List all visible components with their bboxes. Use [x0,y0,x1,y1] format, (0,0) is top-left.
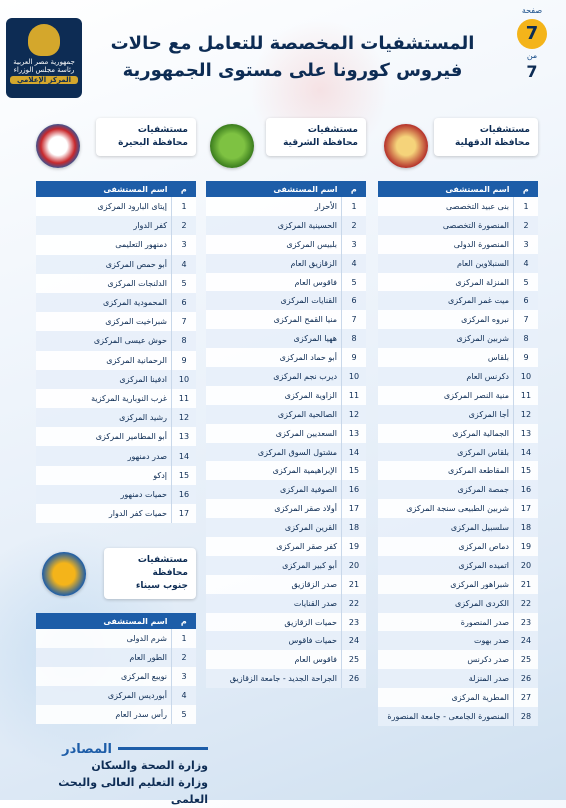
row-number: 23 [342,613,367,632]
row-number: 22 [342,594,367,613]
row-number: 8 [172,331,197,350]
table-row [206,348,366,367]
hospital-name: بنى عبيد التخصصى [378,197,514,216]
table-row [206,197,366,216]
row-number: 11 [172,389,197,408]
dakahlia-title-2: محافظة الدقهلية [455,138,530,148]
hospital-name: الزقازيق العام [206,254,342,273]
hospital-name: جمصة المركزى [378,480,514,499]
row-number: 2 [172,648,197,667]
hospital-name: نبروه المركزى [378,310,514,329]
row-number: 3 [514,235,539,254]
south-sinai-hospitals-table [36,613,196,724]
beheira-hospitals-table [36,181,196,523]
table-row [378,329,538,348]
sharkia-horse-emblem-icon [210,124,254,168]
sharkia-title-2: محافظة الشرقية [283,138,358,148]
table-row [206,329,366,348]
hospital-name: أبو حمص المركزى [36,255,172,274]
row-number: 6 [172,293,197,312]
hospital-name: دمنهور التعليمى [36,235,172,254]
hospital-name: أجا المركزى [378,405,514,424]
sources-section [18,738,208,808]
table-row [206,216,366,235]
table-row [36,235,196,254]
dakahlia-emblem-icon [384,124,428,168]
table-row [378,707,538,726]
current-page: 7 [517,19,547,49]
hospital-name: فاقوس العام [206,273,342,292]
hospital-name: اتميده المركزى [378,556,514,575]
hospital-name: ميت غمر المركزى [378,291,514,310]
logo-line-2: رئاسة مجلس الوزراء [13,66,75,74]
row-number: 10 [342,367,367,386]
row-number: 13 [514,424,539,443]
row-number: 26 [514,669,539,688]
row-number: 20 [342,556,367,575]
row-number: 17 [514,499,539,518]
table-row [36,351,196,370]
table-row [206,631,366,650]
table-row [378,405,538,424]
hospital-name: المنصورة الدولى [378,235,514,254]
table-row [206,613,366,632]
hospital-name: دماص المركزى [378,537,514,556]
table-row [36,485,196,504]
table-row [36,255,196,274]
sharkia-hospitals-table [206,181,366,688]
hospital-name: أبو المطامير المركزى [36,427,172,446]
hospital-name: شربين المركزى [378,329,514,348]
dakahlia-card [378,112,538,170]
hospital-name: صدر القنايات [206,594,342,613]
sources-divider [118,747,208,750]
hospital-name: بلقاس المركزى [378,443,514,462]
beheira-emblem-icon [36,124,80,168]
page-title [95,30,490,84]
table-row [36,667,196,686]
hospital-name: دكرنس العام [378,367,514,386]
table-row [36,331,196,350]
row-number: 26 [342,669,367,688]
hospital-name: ديرب نجم المركزى [206,367,342,386]
row-number: 5 [342,273,367,292]
title-line-1: المستشفيات المخصصة للتعامل مع حالات [110,33,475,54]
num-header: م [172,181,197,197]
table-row [36,629,196,648]
row-number: 1 [172,197,197,216]
sharkia-title-1: مستشفيات [307,125,358,135]
table-row [378,613,538,632]
row-number: 9 [514,348,539,367]
table-row [206,461,366,480]
table-row [206,499,366,518]
name-header: اسم المستشفى [36,613,172,629]
hospital-name: الطور العام [36,648,172,667]
title-line-2: فيروس كورونا على مستوى الجمهورية [122,60,463,81]
table-row [206,254,366,273]
table-row [206,424,366,443]
row-number: 9 [342,348,367,367]
hospital-name: أبو كبير المركزى [206,556,342,575]
table-row [378,537,538,556]
south-sinai-card [36,548,196,606]
table-row [378,688,538,707]
table-row [378,594,538,613]
hospital-name: حوش عيسى المركزى [36,331,172,350]
row-number: 6 [342,291,367,310]
hospital-name: حميات كفر الدوار [36,504,172,523]
table-row [206,367,366,386]
hospital-name: المحمودية المركزى [36,293,172,312]
table-row [378,443,538,462]
table-row [36,705,196,724]
hospital-name: صدر بهوت [378,631,514,650]
row-number: 12 [342,405,367,424]
table-row [378,631,538,650]
row-number: 19 [514,537,539,556]
hospital-name: الإبراهيمية المركزى [206,461,342,480]
table-row [378,575,538,594]
row-number: 7 [342,310,367,329]
table-row [378,461,538,480]
table-row [36,293,196,312]
hospital-name: شبراهور المركزى [378,575,514,594]
table-row [378,310,538,329]
row-number: 13 [172,427,197,446]
table-row [378,254,538,273]
table-row [36,648,196,667]
table-row [206,650,366,669]
hospital-name: ههيا المركزى [206,329,342,348]
hospital-name: رشيد المركزى [36,408,172,427]
row-number: 9 [172,351,197,370]
hospital-name: صدر الزقازيق [206,575,342,594]
hospital-name: منية النصر المركزى [378,386,514,405]
table-row [378,650,538,669]
table-row [206,594,366,613]
table-row [206,480,366,499]
hospital-name: شبراخيت المركزى [36,312,172,331]
row-number: 3 [342,235,367,254]
table-row [378,235,538,254]
south-sinai-title-2: جنوب سيناء [135,581,188,591]
table-row [378,367,538,386]
page-of-label: من [526,51,538,60]
row-number: 2 [514,216,539,235]
row-number: 28 [514,707,539,726]
row-number: 12 [514,405,539,424]
row-number: 16 [514,480,539,499]
table-row [206,386,366,405]
row-number: 15 [514,461,539,480]
hospital-name: الرحمانية المركزى [36,351,172,370]
hospital-name: أبورديس المركزى [36,686,172,705]
row-number: 2 [172,216,197,235]
row-number: 24 [342,631,367,650]
hospital-name: الجراحة الجديد - جامعة الزقازيق [206,669,342,688]
hospital-name: غرب النوبارية المركزية [36,389,172,408]
table-row [36,427,196,446]
table-row [36,389,196,408]
table-row [378,424,538,443]
hospital-name: حميات الزقازيق [206,613,342,632]
dakahlia-hospitals-table [378,181,538,726]
hospital-name: الصالحية المركزى [206,405,342,424]
row-number: 25 [342,650,367,669]
south-sinai-title-1: مستشفيات محافظة [137,555,188,578]
hospital-name: أبو حماد المركزى [206,348,342,367]
table-row [206,291,366,310]
table-row [206,556,366,575]
hospital-name: صدر دمنهور [36,446,172,465]
hospital-name: الحسينية المركزى [206,216,342,235]
table-row [206,669,366,688]
row-number: 23 [514,613,539,632]
hospital-name: الكردى المركزى [378,594,514,613]
table-row [206,518,366,537]
hospital-name: الجمالية المركزى [378,424,514,443]
table-row [36,216,196,235]
row-number: 4 [342,254,367,273]
row-number: 12 [172,408,197,427]
beheira-card [36,112,196,170]
table-row [378,197,538,216]
total-pages: 7 [526,62,538,81]
table-row [378,291,538,310]
row-number: 1 [342,197,367,216]
hospital-name: مشتول السوق المركزى [206,443,342,462]
table-row [36,446,196,465]
table-row [378,273,538,292]
table-row [378,348,538,367]
hospital-name: الأحرار [206,197,342,216]
table-row [206,235,366,254]
row-number: 7 [172,312,197,331]
logo-line-1: جمهورية مصر العربية [13,58,75,66]
table-row [36,370,196,389]
beheira-title-2: محافظة البحيرة [118,138,188,148]
table-row [378,386,538,405]
table-row [378,518,538,537]
hospital-name: منيا القمح المركزى [206,310,342,329]
source-ministry-health: وزارة الصحة والسكان [91,759,208,772]
row-number: 21 [514,575,539,594]
row-number: 27 [514,688,539,707]
hospital-name: صدر المنصورة [378,613,514,632]
hospital-name: ادفينا المركزى [36,370,172,389]
row-number: 7 [514,310,539,329]
table-row [206,405,366,424]
hospital-name: أولاد صقر المركزى [206,499,342,518]
hospital-name: حميات فاقوس [206,631,342,650]
table-row [378,499,538,518]
logo-line-3: المركز الإعلامي [10,76,78,84]
row-number: 3 [172,667,197,686]
row-number: 24 [514,631,539,650]
row-number: 17 [342,499,367,518]
cabinet-media-center-logo [6,18,82,98]
table-row [36,408,196,427]
row-number: 15 [342,461,367,480]
row-number: 4 [172,255,197,274]
row-number: 13 [342,424,367,443]
table-row [36,466,196,485]
row-number: 8 [514,329,539,348]
hospital-name: المنصورة الجامعى - جامعة المنصورة [378,707,514,726]
hospital-name: كفر الدوار [36,216,172,235]
table-row [36,686,196,705]
row-number: 8 [342,329,367,348]
row-number: 18 [514,518,539,537]
hospital-name: فاقوس العام [206,650,342,669]
page-number-badge [508,6,556,104]
table-row [378,216,538,235]
sharkia-card [206,112,366,170]
hospital-name: صدر المنزلة [378,669,514,688]
table-row [206,310,366,329]
hospital-name: الدلنجات المركزى [36,274,172,293]
table-row [206,443,366,462]
row-number: 1 [514,197,539,216]
row-number: 16 [342,480,367,499]
row-number: 4 [172,686,197,705]
row-number: 5 [514,273,539,292]
row-number: 19 [342,537,367,556]
hospital-name: السعديين المركزى [206,424,342,443]
hospital-name: شرم الدولى [36,629,172,648]
hospital-name: حميات دمنهور [36,485,172,504]
hospital-name: المطرية المركزى [378,688,514,707]
hospital-name: كفر صقر المركزى [206,537,342,556]
hospital-name: إدكو [36,466,172,485]
source-ministry-higher-education: وزارة التعليم العالى والبحث العلمى [58,776,208,806]
eagle-emblem-icon [28,24,60,56]
hospital-name: الزاوية المركزى [206,386,342,405]
hospital-name: صدر دكرنس [378,650,514,669]
table-row [378,669,538,688]
hospital-name: بلبيس المركزى [206,235,342,254]
num-header: م [514,181,539,197]
table-row [378,556,538,575]
table-row [206,537,366,556]
num-header: م [342,181,367,197]
hospital-name: شربين الطبيعى سنجة المركزى [378,499,514,518]
dakahlia-title-1: مستشفيات [479,125,530,135]
table-row [206,273,366,292]
page-label: صفحة [521,6,543,15]
name-header: اسم المستشفى [378,181,514,197]
row-number: 22 [514,594,539,613]
row-number: 21 [342,575,367,594]
name-header: اسم المستشفى [206,181,342,197]
hospital-name: القرين المركزى [206,518,342,537]
hospital-name: المنصورة التخصصى [378,216,514,235]
row-number: 14 [172,446,197,465]
hospital-name: بلقاس [378,348,514,367]
south-sinai-emblem-icon [42,552,86,596]
hospital-name: المقاطعة المركزى [378,461,514,480]
num-header: م [172,613,197,629]
row-number: 15 [172,466,197,485]
row-number: 4 [514,254,539,273]
row-number: 14 [342,443,367,462]
hospital-name: رأس سدر العام [36,705,172,724]
row-number: 17 [172,504,197,523]
row-number: 14 [514,443,539,462]
table-row [36,504,196,523]
row-number: 6 [514,291,539,310]
hospital-name: الصوفية المركزى [206,480,342,499]
table-row [36,312,196,331]
sources-label: المصادر [62,742,112,757]
row-number: 18 [342,518,367,537]
hospital-name: السنبلاوين العام [378,254,514,273]
row-number: 2 [342,216,367,235]
row-number: 5 [172,274,197,293]
table-row [206,575,366,594]
hospital-name: نويبع المركزى [36,667,172,686]
row-number: 20 [514,556,539,575]
hospital-name: إيتاى البارود المركزى [36,197,172,216]
row-number: 10 [172,370,197,389]
row-number: 11 [514,386,539,405]
row-number: 10 [514,367,539,386]
row-number: 25 [514,650,539,669]
hospital-name: المنزلة المركزى [378,273,514,292]
hospital-name: القنايات المركزى [206,291,342,310]
row-number: 1 [172,629,197,648]
row-number: 11 [342,386,367,405]
row-number: 16 [172,485,197,504]
beheira-title-1: مستشفيات [137,125,188,135]
table-row [36,197,196,216]
table-row [378,480,538,499]
row-number: 5 [172,705,197,724]
hospital-name: سلسبيل المركزى [378,518,514,537]
name-header: اسم المستشفى [36,181,172,197]
table-row [36,274,196,293]
row-number: 3 [172,235,197,254]
